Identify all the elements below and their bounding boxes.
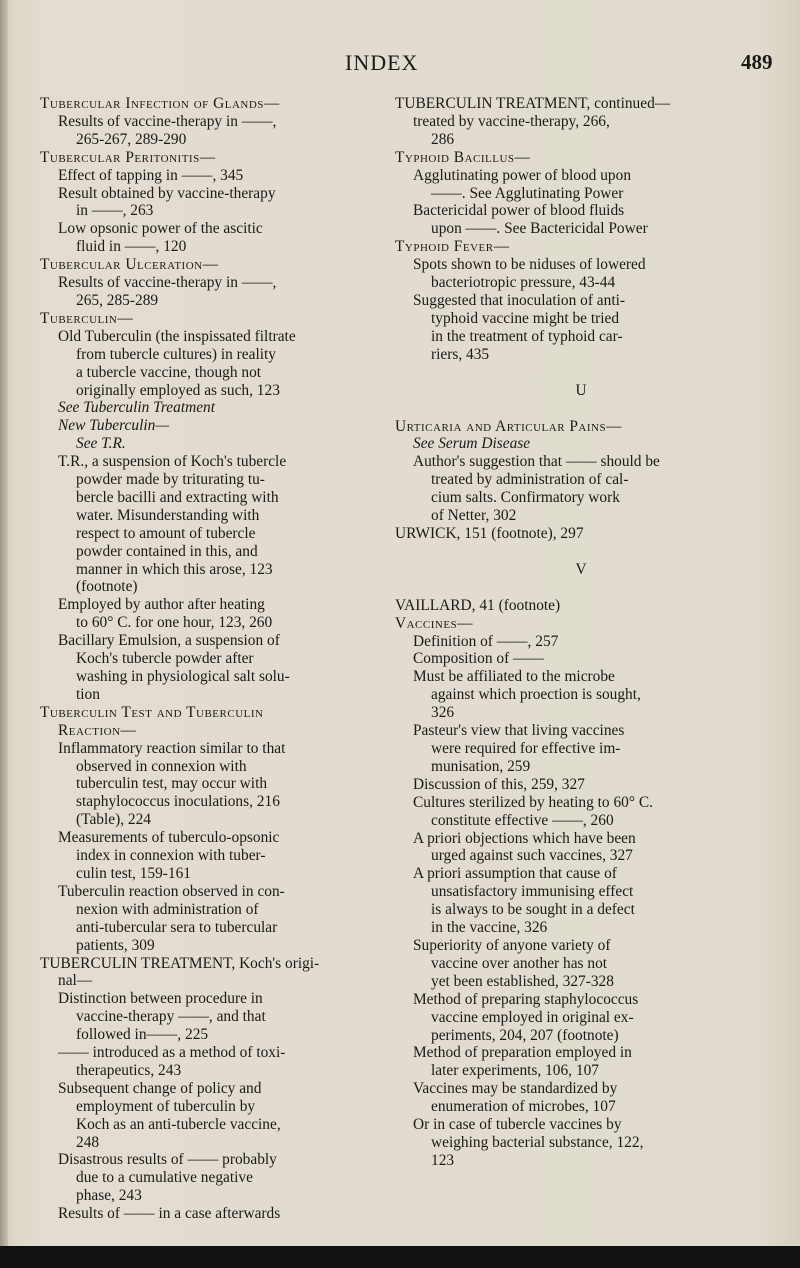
index-entry-line: later experiments, 106, 107: [431, 1062, 599, 1080]
index-entry-line: against which proection is sought,: [431, 686, 641, 704]
index-entry-line: Results of vaccine-therapy in ——,: [58, 112, 277, 130]
index-heading: Tubercular Ulceration—: [40, 256, 219, 274]
index-entry-line: Agglutinating power of blood upon: [413, 166, 632, 184]
index-entry-line: followed in——, 225: [76, 1026, 209, 1044]
index-entry-line: A priori objections which have been: [413, 829, 636, 847]
index-entry-line: to 60° C. for one hour, 123, 260: [76, 614, 273, 632]
index-entry-line: staphylococcus inoculations, 216: [76, 793, 280, 811]
index-heading: Typhoid Fever—: [395, 238, 510, 256]
index-entry-line: powder contained in this, and: [76, 542, 258, 560]
index-entry-line: See T.R.: [76, 435, 126, 453]
index-entry-line: Disastrous results of —— probably: [58, 1151, 277, 1169]
index-heading: TUBERCULIN TREATMENT, continued—: [395, 95, 671, 112]
index-entry-line: Results of vaccine-therapy in ——,: [58, 274, 277, 292]
index-entry-line: index in connexion with tuber-: [76, 847, 266, 865]
index-entry-line: See Serum Disease: [413, 435, 531, 453]
index-entry-line: Koch's tubercle powder after: [76, 650, 254, 668]
index-entry-line: treated by vaccine-therapy, 266,: [413, 112, 610, 130]
index-entry-line: in the vaccine, 326: [431, 919, 548, 937]
index-entry-line: Subsequent change of policy and: [58, 1079, 262, 1097]
index-entry-line: enumeration of microbes, 107: [431, 1098, 616, 1116]
index-entry-line: Pasteur's view that living vaccines: [413, 722, 625, 740]
index-entry-line: Superiority of anyone variety of: [413, 936, 611, 954]
index-heading: Urticaria and Articular Pains—: [395, 417, 622, 435]
index-entry-line: 326: [431, 704, 455, 722]
index-entry-line: in ——, 263: [76, 202, 154, 220]
index-entry-line: manner in which this arose, 123: [76, 560, 273, 578]
index-entry-line: of Netter, 302: [431, 507, 517, 525]
index-entry-line: in the treatment of typhoid car-: [431, 327, 623, 345]
index-entry-line: constitute effective ——, 260: [431, 811, 614, 829]
index-entry-line: were required for effective im-: [431, 740, 621, 757]
index-entry-line: treated by administration of cal-: [431, 471, 629, 489]
index-entry-line: employment of tuberculin by: [76, 1097, 256, 1115]
index-entry-line: 123: [431, 1151, 455, 1169]
index-entry-line: Results of —— in a case afterwards: [58, 1205, 281, 1223]
index-entry-line: 265-267, 289-290: [76, 130, 187, 148]
header-title: INDEX: [345, 50, 419, 75]
index-entry-line: riers, 435: [431, 345, 490, 363]
index-entry-line: Method of preparation employed in: [413, 1044, 632, 1062]
index-heading: Tubercular Infection of Glands—: [40, 95, 280, 112]
index-entry-line: water. Misunderstanding with: [76, 506, 260, 524]
index-entry-line: urged against such vaccines, 327: [431, 847, 633, 865]
index-entry-line: anti-tubercular sera to tubercular: [76, 918, 278, 936]
index-entry-line: T.R., a suspension of Koch's tubercle: [58, 453, 287, 471]
index-entry-line: (footnote): [76, 578, 138, 596]
index-heading: Tuberculin Test and Tuberculin: [40, 703, 264, 721]
index-entry-line: nexion with administration of: [76, 900, 259, 918]
index-entry-line: Reaction—: [58, 721, 137, 739]
scan-bottom-edge: [0, 1246, 800, 1268]
index-entry-line: culin test, 159-161: [76, 864, 191, 882]
index-entry-line: nal—: [58, 972, 93, 990]
index-entry-line: Effect of tapping in ——, 345: [58, 166, 244, 184]
index-entry-line: upon ——. See Bactericidal Power: [431, 220, 648, 238]
index-entry-line: unsatisfactory immunising effect: [431, 883, 634, 901]
index-entry-line: Composition of ——: [413, 650, 544, 668]
index-heading: URWICK, 151 (footnote), 297: [395, 524, 584, 542]
index-column-left: [40, 95, 385, 1223]
index-entry-line: Spots shown to be niduses of lowered: [413, 256, 646, 274]
index-entry-line: cium salts. Confirmatory work: [431, 489, 620, 507]
index-entry-line: powder made by triturating tu-: [76, 471, 265, 489]
index-entry-line: from tubercle cultures) in reality: [76, 345, 276, 363]
index-entry-line: Definition of ——, 257: [413, 632, 559, 650]
index-entry-line: Low opsonic power of the ascitic: [58, 220, 263, 238]
index-entry-line: Tuberculin reaction observed in con-: [58, 882, 285, 900]
index-entry-line: 286: [431, 130, 455, 148]
index-entry-line: yet been established, 327-328: [431, 972, 614, 990]
index-entry-line: washing in physiological salt solu-: [76, 668, 290, 685]
index-entry-line: Employed by author after heating: [58, 596, 265, 614]
index-entry-line: weighing bacterial substance, 122,: [431, 1133, 644, 1151]
index-entry-line: (Table), 224: [76, 811, 151, 829]
index-entry-line: —— introduced as a method of toxi-: [58, 1044, 286, 1062]
index-entry-line: tion: [76, 685, 100, 703]
index-entry-line: Koch as an anti-tubercle vaccine,: [76, 1115, 281, 1133]
index-entry-line: Old Tuberculin (the inspissated filtrate: [58, 327, 296, 345]
index-entry-line: respect to amount of tubercle: [76, 524, 256, 542]
page-number: 489: [741, 50, 773, 74]
index-entry-line: observed in connexion with: [76, 757, 247, 775]
index-entry-line: a tubercle vaccine, though not: [76, 363, 262, 381]
running-header: [0, 50, 800, 80]
index-entry-line: 248: [76, 1133, 100, 1151]
index-entry-line: See Tuberculin Treatment: [58, 399, 216, 417]
index-entry-line: Method of preparing staphylococcus: [413, 990, 639, 1008]
index-heading: Tuberculin—: [40, 309, 134, 327]
index-entry-line: bercle bacilli and extracting with: [76, 488, 279, 506]
index-entry-line: 265, 285-289: [76, 291, 159, 309]
index-entry-line: Or in case of tubercle vaccines by: [413, 1116, 622, 1134]
index-entry-line: Bacillary Emulsion, a suspension of: [58, 632, 280, 650]
index-entry-line: Result obtained by vaccine-therapy: [58, 184, 276, 202]
index-entry-line: ——. See Agglutinating Power: [431, 184, 624, 202]
section-letter: V: [575, 560, 587, 578]
index-heading: Tubercular Peritonitis—: [40, 148, 216, 166]
index-entry-line: Must be affiliated to the microbe: [413, 668, 615, 686]
index-entry-line: Measurements of tuberculo-opsonic: [58, 829, 280, 847]
index-entry-line: vaccine-therapy ——, and that: [76, 1008, 266, 1026]
index-entry-line: tuberculin test, may occur with: [76, 775, 268, 793]
index-entry-line: patients, 309: [76, 936, 155, 954]
index-entry-line: Vaccines may be standardized by: [413, 1080, 618, 1098]
index-entry-line: vaccine employed in original ex-: [431, 1008, 634, 1026]
index-entry-line: Inflammatory reaction similar to that: [58, 739, 286, 757]
index-entry-line: Bactericidal power of blood fluids: [413, 202, 625, 220]
index-entry-line: Discussion of this, 259, 327: [413, 775, 585, 793]
index-entry-line: New Tuberculin—: [58, 417, 170, 435]
index-entry-line: phase, 243: [76, 1187, 142, 1205]
index-entry-line: periments, 204, 207 (footnote): [431, 1026, 619, 1044]
index-entry-line: bacteriotropic pressure, 43-44: [431, 274, 616, 292]
index-entry-line: fluid in ——, 120: [76, 238, 187, 256]
page-spine-edge: [0, 0, 8, 1268]
index-heading: VAILLARD, 41 (footnote): [395, 596, 561, 614]
section-letter: U: [575, 381, 587, 399]
index-entry-line: is always to be sought in a defect: [431, 901, 635, 919]
index-heading: Vaccines—: [395, 614, 474, 632]
index-entry-line: vaccine over another has not: [431, 954, 608, 972]
index-entry-line: A priori assumption that cause of: [413, 865, 617, 883]
index-column-right: [395, 95, 767, 1170]
index-entry-line: Suggested that inoculation of anti-: [413, 291, 626, 309]
index-heading: Typhoid Bacillus—: [395, 148, 531, 166]
index-entry-line: therapeutics, 243: [76, 1061, 182, 1079]
index-entry-line: Author's suggestion that —— should be: [413, 453, 660, 471]
index-entry-line: Cultures sterilized by heating to 60° C.: [413, 793, 653, 811]
index-entry-line: originally employed as such, 123: [76, 381, 280, 399]
index-entry-line: Distinction between procedure in: [58, 990, 263, 1008]
index-entry-line: typhoid vaccine might be tried: [431, 309, 620, 327]
index-heading: TUBERCULIN TREATMENT, Koch's origi-: [40, 954, 320, 972]
index-entry-line: munisation, 259: [431, 757, 531, 775]
index-entry-line: due to a cumulative negative: [76, 1169, 253, 1187]
